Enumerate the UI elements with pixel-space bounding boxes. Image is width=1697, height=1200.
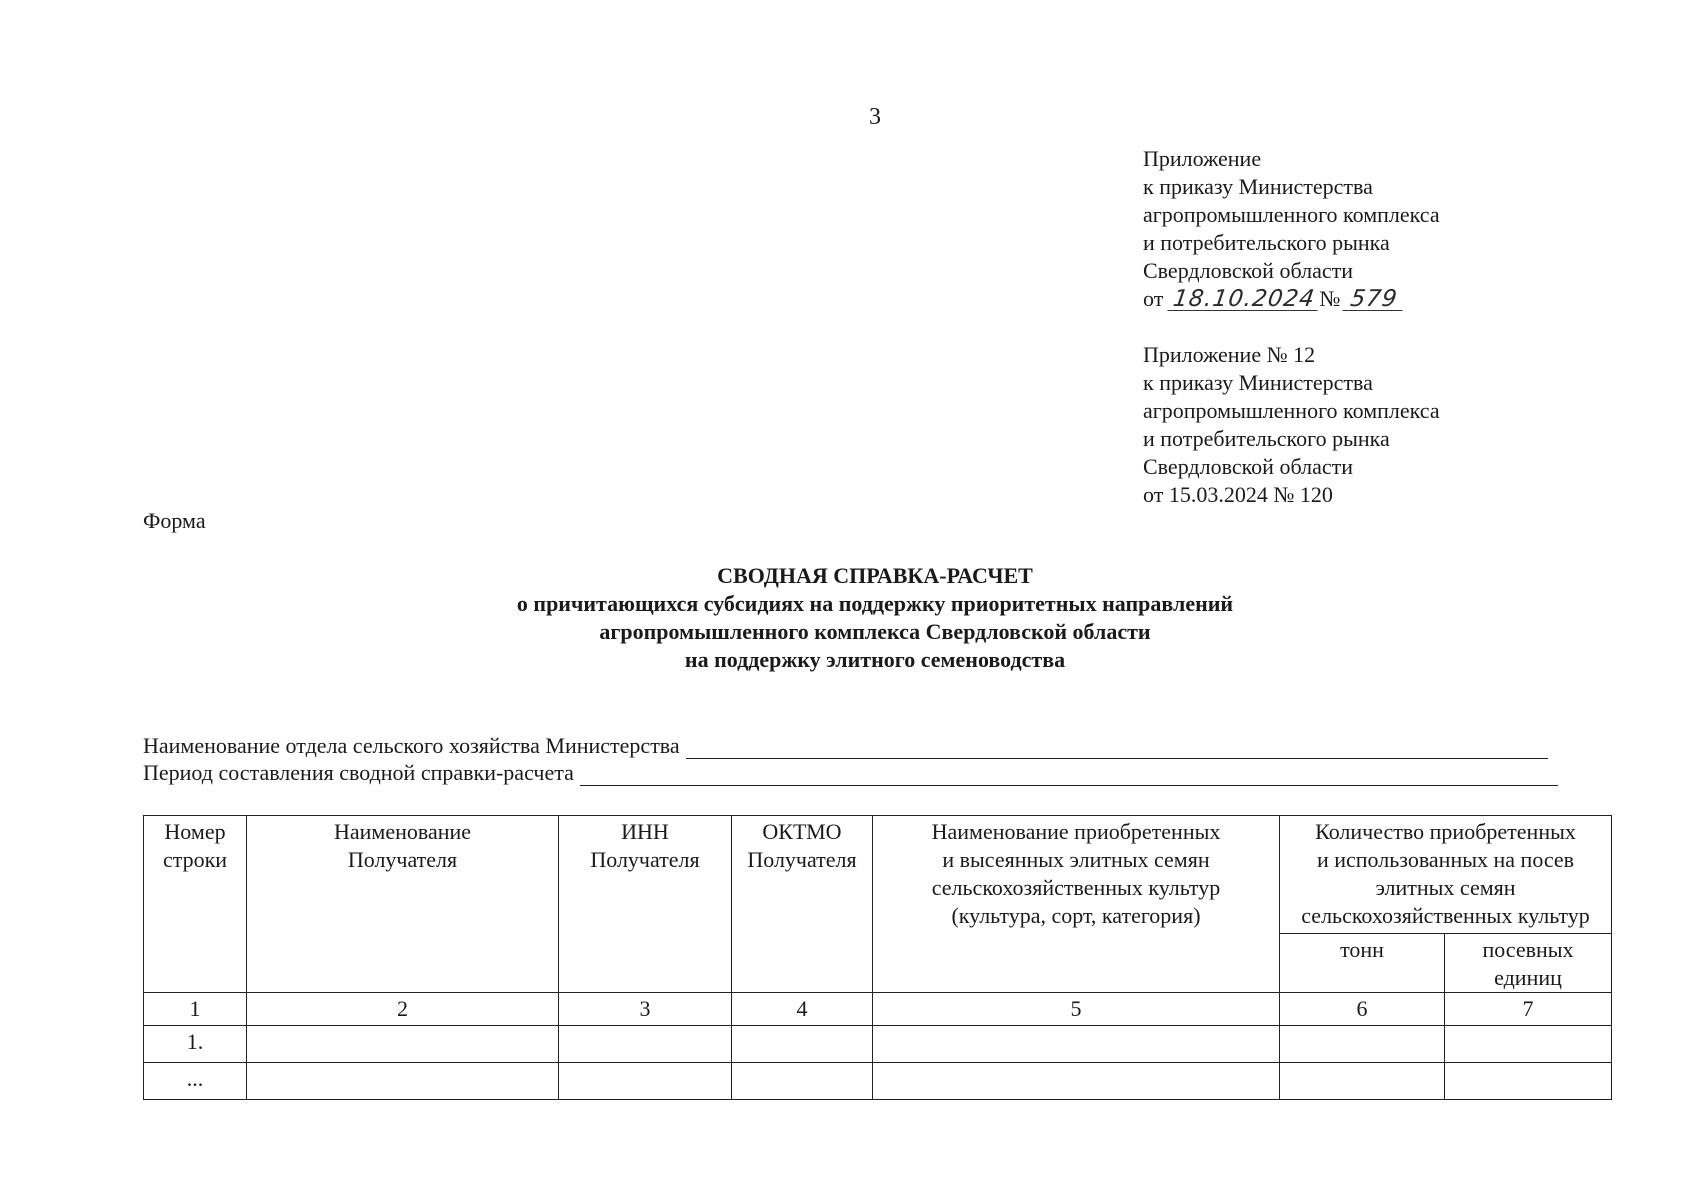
- appendix-line: к приказу Министерства: [1143, 174, 1373, 199]
- appendix-line: и потребительского рынка: [1143, 230, 1390, 255]
- appendix-line: к приказу Министерства: [1143, 370, 1373, 395]
- table-cell[interactable]: [1445, 1026, 1612, 1063]
- handwritten-number: 579: [1343, 288, 1406, 311]
- period-blank[interactable]: [580, 763, 1558, 786]
- appendix-line: Свердловской области: [1143, 454, 1353, 479]
- period-label: Период составления сводной справки-расчета: [143, 760, 574, 785]
- appendix-line: Приложение: [1143, 146, 1262, 171]
- table-cell[interactable]: [1280, 1063, 1445, 1100]
- table-cell[interactable]: [1445, 1063, 1612, 1100]
- department-label: Наименование отдела сельского хозяйства Министерства: [143, 733, 680, 758]
- appendix-line: агропромышленного комплекса: [1143, 398, 1440, 423]
- header-recipient-name: Наименование Получателя: [247, 816, 559, 993]
- column-number: 6: [1280, 993, 1445, 1026]
- appendix-line: агропромышленного комплекса: [1143, 202, 1440, 227]
- title-line: о причитающихся субсидиях на поддержку приоритетных направлений: [516, 591, 1234, 616]
- document-title: [400, 562, 1350, 674]
- table-cell[interactable]: [247, 1063, 559, 1100]
- header-seed-name: Наименование приобретенных и высеянных элитных семян сельскохозяйственных культур (культура, сорт, категория): [873, 816, 1280, 993]
- table-cell[interactable]: [873, 1026, 1280, 1063]
- table-cell[interactable]: [873, 1063, 1280, 1100]
- table-cell[interactable]: [559, 1026, 732, 1063]
- title-line: агропромышленного комплекса Свердловской области: [599, 619, 1151, 644]
- table-cell[interactable]: [732, 1026, 873, 1063]
- appendix-line: Свердловской области: [1143, 258, 1353, 283]
- header-row-number: Номер строки: [144, 816, 247, 993]
- form-label: Форма: [143, 508, 206, 533]
- appendix-line: от 15.03.2024 № 120: [1143, 482, 1333, 507]
- header-oktmo: ОКТМО Получателя: [732, 816, 873, 993]
- period-field: [143, 760, 1558, 786]
- title-line: на поддержку элитного семеноводства: [684, 647, 1066, 672]
- table-cell[interactable]: [732, 1063, 873, 1100]
- appendix-date-line: [1143, 285, 1440, 313]
- column-number: 7: [1445, 993, 1612, 1026]
- column-number: 5: [873, 993, 1280, 1026]
- table-cell[interactable]: [247, 1026, 559, 1063]
- number-sign: №: [1319, 286, 1341, 311]
- row-number-cell: ...: [144, 1063, 247, 1100]
- department-field: [143, 733, 1548, 759]
- column-number: 1: [144, 993, 247, 1026]
- table-cell[interactable]: [1280, 1026, 1445, 1063]
- column-number: 3: [559, 993, 732, 1026]
- header-inn: ИНН Получателя: [559, 816, 732, 993]
- department-blank[interactable]: [686, 736, 1548, 759]
- header-quantity: Количество приобретенных и использованных на посев элитных семян сельскохозяйственных культур: [1280, 816, 1612, 934]
- appendix-line: и потребительского рынка: [1143, 426, 1390, 451]
- appendix-block-original: [1143, 341, 1440, 509]
- handwritten-date: 18.10.2024: [1168, 288, 1321, 311]
- row-number-cell: 1.: [144, 1026, 247, 1063]
- column-number: 4: [732, 993, 873, 1026]
- title-line: СВОДНАЯ СПРАВКА-РАСЧЕТ: [717, 563, 1033, 588]
- date-prefix: от: [1143, 286, 1164, 311]
- column-number: 2: [247, 993, 559, 1026]
- column-number-row: [144, 993, 1612, 1026]
- table-cell[interactable]: [559, 1063, 732, 1100]
- header-tons: тонн: [1280, 933, 1445, 992]
- page-number: 3: [869, 104, 881, 130]
- table-row: [144, 1063, 1612, 1100]
- header-seed-units: посевных единиц: [1445, 933, 1612, 992]
- appendix-block-current: [1143, 145, 1440, 313]
- appendix-line: Приложение № 12: [1143, 342, 1316, 367]
- summary-table: [143, 815, 1612, 1100]
- table-row: [144, 1026, 1612, 1063]
